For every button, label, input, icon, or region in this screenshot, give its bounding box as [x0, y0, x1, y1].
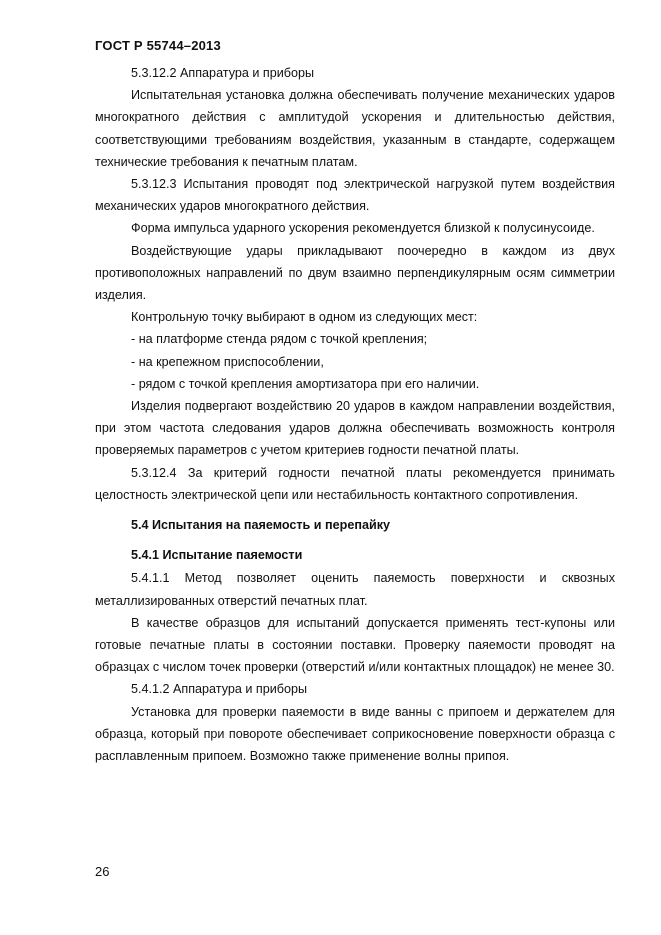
list-item: - рядом с точкой крепления амортизатора при его наличии.: [131, 376, 480, 391]
subsection-heading: 5.4.1 Испытание паяемости: [131, 548, 303, 563]
paragraph: Установка для проверки паяемости в виде ванны с припоем и держателем для образца, который при повороте обеспечивает соприкосновение поверхности образца с расплавленным припоем. Возможно также применение волны припоя.: [95, 704, 615, 764]
paragraph: Воздействующие удары прикладывают поочередно в каждом из двух противоположных направлений по двум взаимно перпендикулярным осям симметрии изделия.: [95, 243, 615, 303]
paragraph: В качестве образцов для испытаний допускается применять тест-купоны или готовые печатные платы в состоянии поставки. Проверку паяемости проводят на образцах с числом точек проверки (отверстий и/или контактных площадок) не менее 30.: [95, 615, 615, 675]
list-item: - на платформе стенда рядом с точкой крепления;: [131, 332, 428, 347]
document-header: ГОСТ Р 55744–2013: [95, 38, 221, 53]
document-body: [95, 62, 615, 767]
paragraph: Форма импульса ударного ускорения рекомендуется близкой к полусинусоиде.: [131, 221, 595, 236]
paragraph: 5.4.1.1 Метод позволяет оценить паяемость поверхности и сквозных металлизированных отверстий печатных плат.: [95, 571, 615, 608]
paragraph: Испытательная установка должна обеспечивать получение механических ударов многократного действия с амплитудой ускорения и длительностью действия, соответствующими требованиям воздействия, указанным в стандарте, содержащем технические требования к печатным платам.: [95, 88, 615, 169]
section-heading: 5.4 Испытания на паяемость и перепайку: [131, 518, 390, 533]
page-number: 26: [95, 864, 110, 879]
list-item: - на крепежном приспособлении,: [131, 354, 324, 369]
paragraph: 5.3.12.3 Испытания проводят под электрической нагрузкой путем воздействия механических ударов многократного действия.: [95, 177, 615, 214]
paragraph-subsection-title: 5.4.1.2 Аппаратура и приборы: [131, 682, 308, 697]
paragraph-subsection-title: 5.3.12.2 Аппаратура и приборы: [131, 66, 315, 80]
paragraph: 5.3.12.4 За критерий годности печатной платы рекомендуется принимать целостность электрической цепи или нестабильность контактного сопротивления.: [95, 465, 615, 502]
paragraph: Контрольную точку выбирают в одном из следующих мест:: [131, 310, 478, 325]
paragraph: Изделия подвергают воздействию 20 ударов в каждом направлении воздействия, при этом частота следования ударов должна обеспечивать возможность контроля проверяемых параметров с учетом критериев годности печатной платы.: [95, 399, 615, 458]
